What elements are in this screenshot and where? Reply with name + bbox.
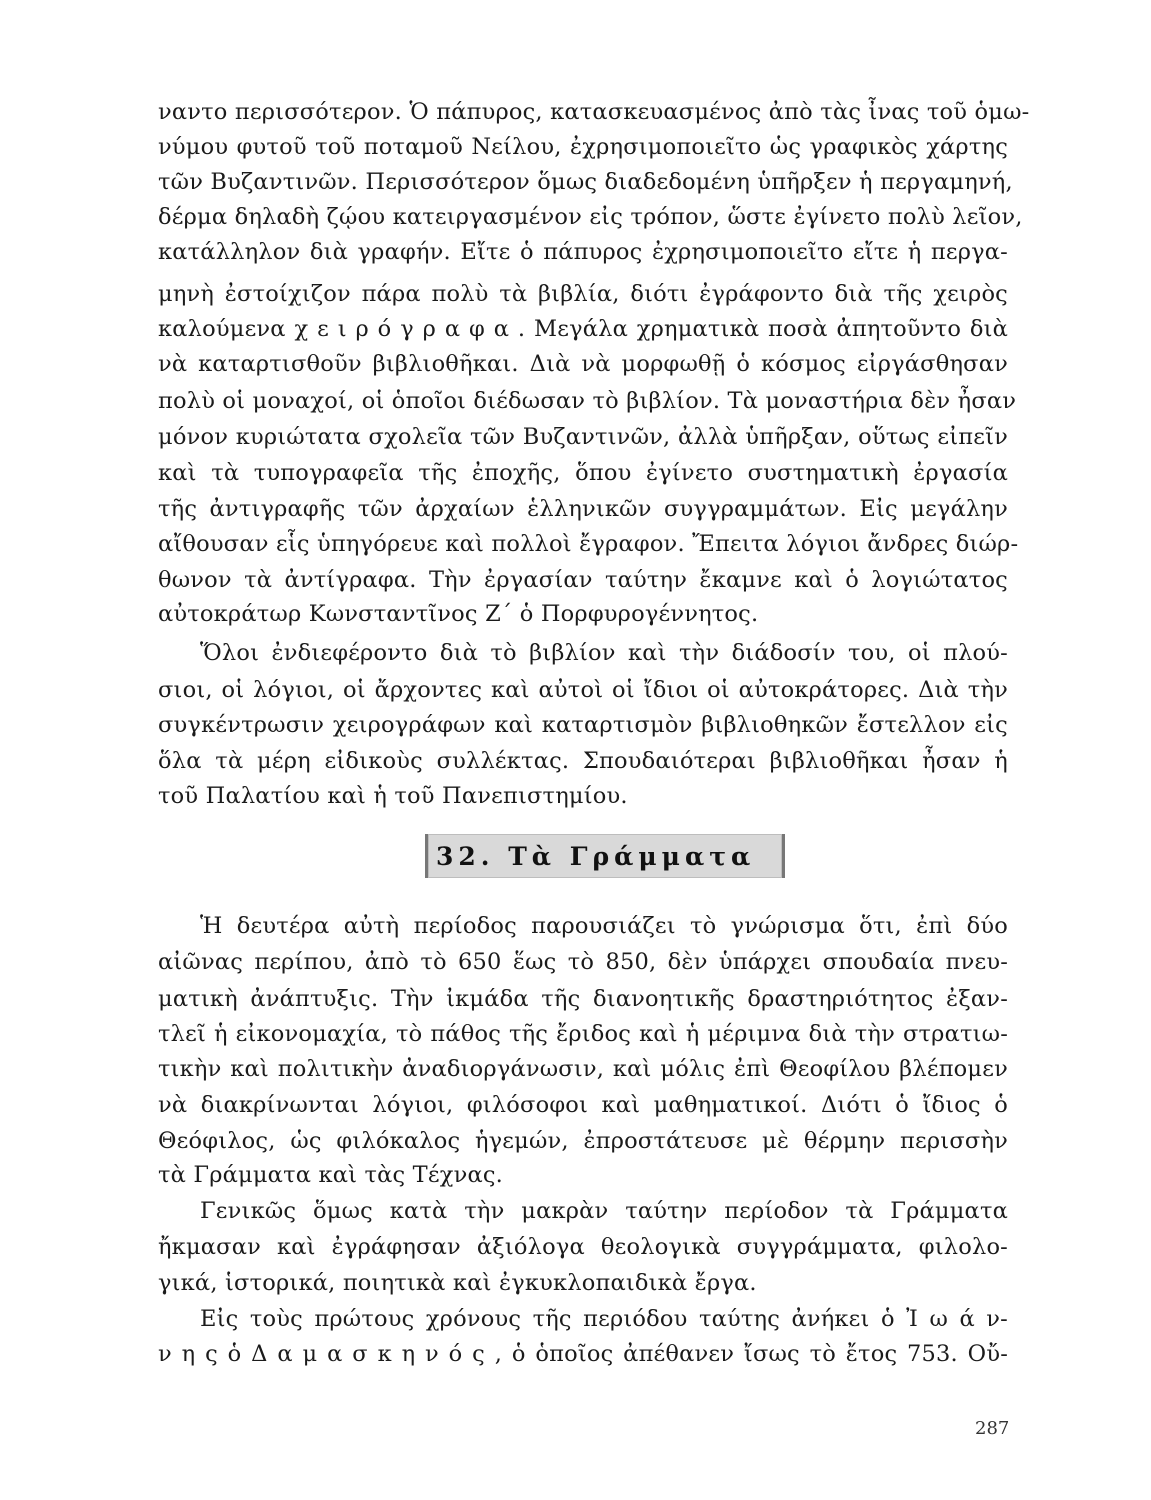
text-line: ναντο περισσότερον. Ὁ πάπυρος, κατασκευασμένος ἀπὸ τὰς ἶνας τοῦ ὁμω- (158, 99, 1030, 125)
text-line: ν η ς ὁ Δ α μ α σ κ η ν ό ς , ὁ ὁποῖος ἀπέθανεν ἴσως τὸ ἔτος 753. Οὔ- (158, 1341, 1008, 1367)
text-line: ἤκμασαν καὶ ἐγράφησαν ἀξιόλογα θεολογικὰ συγγράμματα, φιλολο- (158, 1234, 1008, 1260)
text-line: Ὅλοι ἐνδιεφέροντο διὰ τὸ βιβλίον καὶ τὴν διάδοσίν του, οἱ πλού- (200, 640, 1008, 666)
text-line: ματικὴ ἀνάπτυξις. Τὴν ἰκμάδα τῆς διανοητικῆς δραστηριότητος ἐξαν- (158, 986, 1008, 1012)
text-line: νύμου φυτοῦ τοῦ ποταμοῦ Νείλου, ἐχρησιμοποιεῖτο ὡς γραφικὸς χάρτης (158, 134, 1008, 160)
text-line: τλεῖ ἡ εἰκονομαχία, τὸ πάθος τῆς ἔριδος καὶ ἡ μέριμνα διὰ τὴν στρατιω- (158, 1021, 1008, 1047)
text-line: σιοι, οἱ λόγιοι, οἱ ἄρχοντες καὶ αὐτοὶ οἱ ἴδιοι οἱ αὐτοκράτορες. Διὰ τὴν (158, 677, 1008, 703)
text-line: τικὴν καὶ πολιτικὴν ἀναδιοργάνωσιν, καὶ μόλις ἐπὶ Θεοφίλου βλέπομεν (158, 1056, 1008, 1082)
page-number: 287 (975, 1418, 1010, 1439)
text-line: δέρμα δηλαδὴ ζῴου κατειργασμένον εἰς τρόπον, ὥστε ἐγίνετο πολὺ λεῖον, (158, 204, 1023, 230)
text-line: συγκέντρωσιν χειρογράφων καὶ καταρτισμὸν βιβλιοθηκῶν ἔστελλον εἰς (158, 712, 1008, 738)
text-line: τῆς ἀντιγραφῆς τῶν ἀρχαίων ἑλληνικῶν συγγραμμάτων. Εἰς μεγάλην (158, 496, 1008, 522)
text-line: τοῦ Παλατίου καὶ ἡ τοῦ Πανεπιστημίου. (158, 783, 628, 809)
text-line: καὶ τὰ τυπογραφεῖα τῆς ἐποχῆς, ὅπου ἐγίνετο συστηματικὴ ἐργασία (158, 460, 1008, 486)
text-line: μόνον κυριώτατα σχολεῖα τῶν Βυζαντινῶν, ἀλλὰ ὑπῆρξαν, οὕτως εἰπεῖν (158, 424, 1008, 450)
text-line: νὰ καταρτισθοῦν βιβλιοθῆκαι. Διὰ νὰ μορφωθῇ ὁ κόσμος εἰργάσθησαν (158, 351, 1008, 377)
text-line: ὅλα τὰ μέρη εἰδικοὺς συλλέκτας. Σπουδαιότεραι βιβλιοθῆκαι ἦσαν ἡ (158, 748, 1008, 774)
text-line: θωνον τὰ ἀντίγραφα. Τὴν ἐργασίαν ταύτην ἔκαμνε καὶ ὁ λογιώτατος (158, 567, 1008, 593)
text-line: Θεόφιλος, ὡς φιλόκαλος ἡγεμών, ἐπροστάτευσε μὲ θέρμην περισσὴν (158, 1128, 1008, 1154)
text-line: πολὺ οἱ μοναχοί, οἱ ὁποῖοι διέδωσαν τὸ βιβλίον. Τὰ μοναστήρια δὲν ἦσαν (158, 388, 1017, 414)
text-line: τῶν Βυζαντινῶν. Περισσότερον ὅμως διαδεδομένη ὑπῆρξεν ἡ περγαμηνή, (158, 169, 1013, 195)
text-line: Ἡ δευτέρα αὐτὴ περίοδος παρουσιάζει τὸ γνώρισμα ὅτι, ἐπὶ δύο (200, 913, 1008, 939)
section-heading: 32. Τὰ Γράμματα (436, 841, 756, 871)
text-line: αἴθουσαν εἷς ὑπηγόρευε καὶ πολλοὶ ἔγραφον. Ἔπειτα λόγιοι ἄνδρες διώρ- (158, 531, 1019, 557)
text-line: αἰῶνας περίπου, ἀπὸ τὸ 650 ἕως τὸ 850, δὲν ὑπάρχει σπουδαία πνευ- (158, 949, 1008, 975)
text-line: καλούμενα χ ε ι ρ ό γ ρ α φ α . Μεγάλα χρηματικὰ ποσὰ ἀπητοῦντο διὰ (158, 316, 1008, 342)
text-line: κατάλληλον διὰ γραφήν. Εἴτε ὁ πάπυρος ἐχρησιμοποιεῖτο εἴτε ἡ περγα- (158, 239, 1008, 265)
text-line: νὰ διακρίνωνται λόγιοι, φιλόσοφοι καὶ μαθηματικοί. Διότι ὁ ἴδιος ὁ (158, 1092, 1008, 1118)
text-line: Εἰς τοὺς πρώτους χρόνους τῆς περιόδου ταύτης ἀνήκει ὁ Ἰ ω ά ν- (200, 1306, 1008, 1332)
text-line: τὰ Γράμματα καὶ τὰς Τέχνας. (158, 1162, 504, 1188)
text-line: Γενικῶς ὅμως κατὰ τὴν μακρὰν ταύτην περίοδον τὰ Γράμματα (200, 1198, 1008, 1224)
text-line: γικά, ἱστορικά, ποιητικὰ καὶ ἐγκυκλοπαιδικὰ ἔργα. (158, 1270, 757, 1296)
text-line: αὐτοκράτωρ Κωνσταντῖνος Ζ΄ ὁ Πορφυρογέννητος. (158, 601, 759, 627)
section-heading-box (425, 834, 785, 878)
text-line: μηνὴ ἐστοίχιζον πάρα πολὺ τὰ βιβλία, διότι ἐγράφοντο διὰ τῆς χειρὸς (158, 281, 1008, 307)
